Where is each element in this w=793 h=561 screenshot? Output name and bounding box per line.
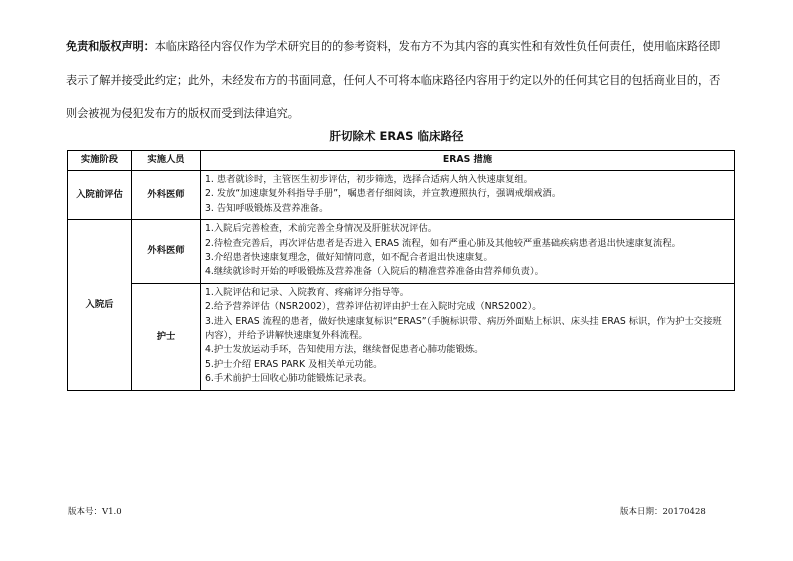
footer-version: 版本号：V1.0	[68, 507, 122, 517]
footer-date: 版本日期：20170428	[620, 507, 706, 517]
disclaimer-lead: 免责和版权声明：	[66, 40, 155, 53]
measure-item: 5.护士介绍 ERAS PARK 及相关单元功能。	[205, 358, 383, 370]
measure-item: 2.待检查完善后，再次评估患者是否进入 ERAS 流程，如有严重心肺及其他较严重基础疾病患者退出快速康复流程。	[205, 237, 681, 249]
measures-nurse	[201, 283, 735, 390]
measure-item: 3.介绍患者快速康复理念，做好知情同意，如不配合者退出快速康复。	[205, 252, 493, 264]
document-title: 肝切除术 ERAS 临床路径	[329, 129, 464, 143]
disclaimer	[66, 30, 730, 131]
measure-item: 1. 患者就诊时，主管医生初步评估，初步筛选，选择合适病人纳入快速康复组。	[205, 174, 533, 185]
measure-item: 2.给予营养评估（NSR2002），营养评估初评由护士在入院时完成（NRS2002）。	[205, 301, 542, 313]
phase-pre-admission: 入院前评估	[68, 171, 132, 220]
table-header-row	[68, 151, 735, 171]
role-surgeon-post: 外科医师	[132, 220, 201, 284]
table-row-post-admission-surgeon	[68, 220, 735, 284]
measures-surgeon	[201, 220, 735, 284]
eras-pathway-table	[67, 150, 735, 391]
header-phase: 实施阶段	[68, 151, 132, 171]
measure-item: 4.继续就诊时开始的呼吸锻炼及营养准备（入院后的精准营养准备由营养师负责）。	[205, 266, 544, 278]
header-measures: ERAS 措施	[201, 151, 735, 171]
role-surgeon-pre: 外科医师	[132, 171, 201, 220]
measure-item: 3.进入 ERAS 流程的患者，做好快速康复标识“ERAS”（手腕标识带、病历外面贴上标识、床头挂 ERAS 标识，作为护士交接班内容），并给予讲解快速康复外科流程。	[205, 315, 722, 342]
measure-item: 1.入院后完善检查，术前完善全身情况及肝脏状况评估。	[205, 223, 437, 235]
measure-item: 6.手术前护士回收心肺功能锻炼记录表。	[205, 373, 372, 385]
phase-post-admission: 入院后	[68, 220, 132, 390]
measures-pre-admission	[201, 171, 735, 220]
table-row-pre-admission	[68, 171, 735, 220]
header-staff: 实施人员	[132, 151, 201, 171]
disclaimer-text: 本临床路径内容仅作为学术研究目的的参考资料，发布方不为其内容的真实性和有效性负任何责任，使用临床路径即表示了解并接受此约定；此外，未经发布方的书面同意，任何人不可将本临床路径内容用于约定以外的任何其它目的包括商业目的，否则会被视为侵犯发布方的版权而受到法律追究。	[66, 40, 721, 120]
table-row-post-admission-nurse	[68, 283, 735, 390]
measure-item: 1.入院评估和记录、入院教育、疼痛评分指导等。	[205, 286, 410, 298]
role-nurse: 护士	[132, 283, 201, 390]
measure-item: 4.护士发放运动手环，告知使用方法，继续督促患者心肺功能锻炼。	[205, 344, 484, 356]
measure-item: 3. 告知呼吸锻炼及营养准备。	[205, 202, 329, 214]
measure-item: 2. 发放“加速康复外科指导手册”，嘱患者仔细阅读，并宣教遵照执行，强调戒烟戒酒。	[205, 188, 562, 200]
